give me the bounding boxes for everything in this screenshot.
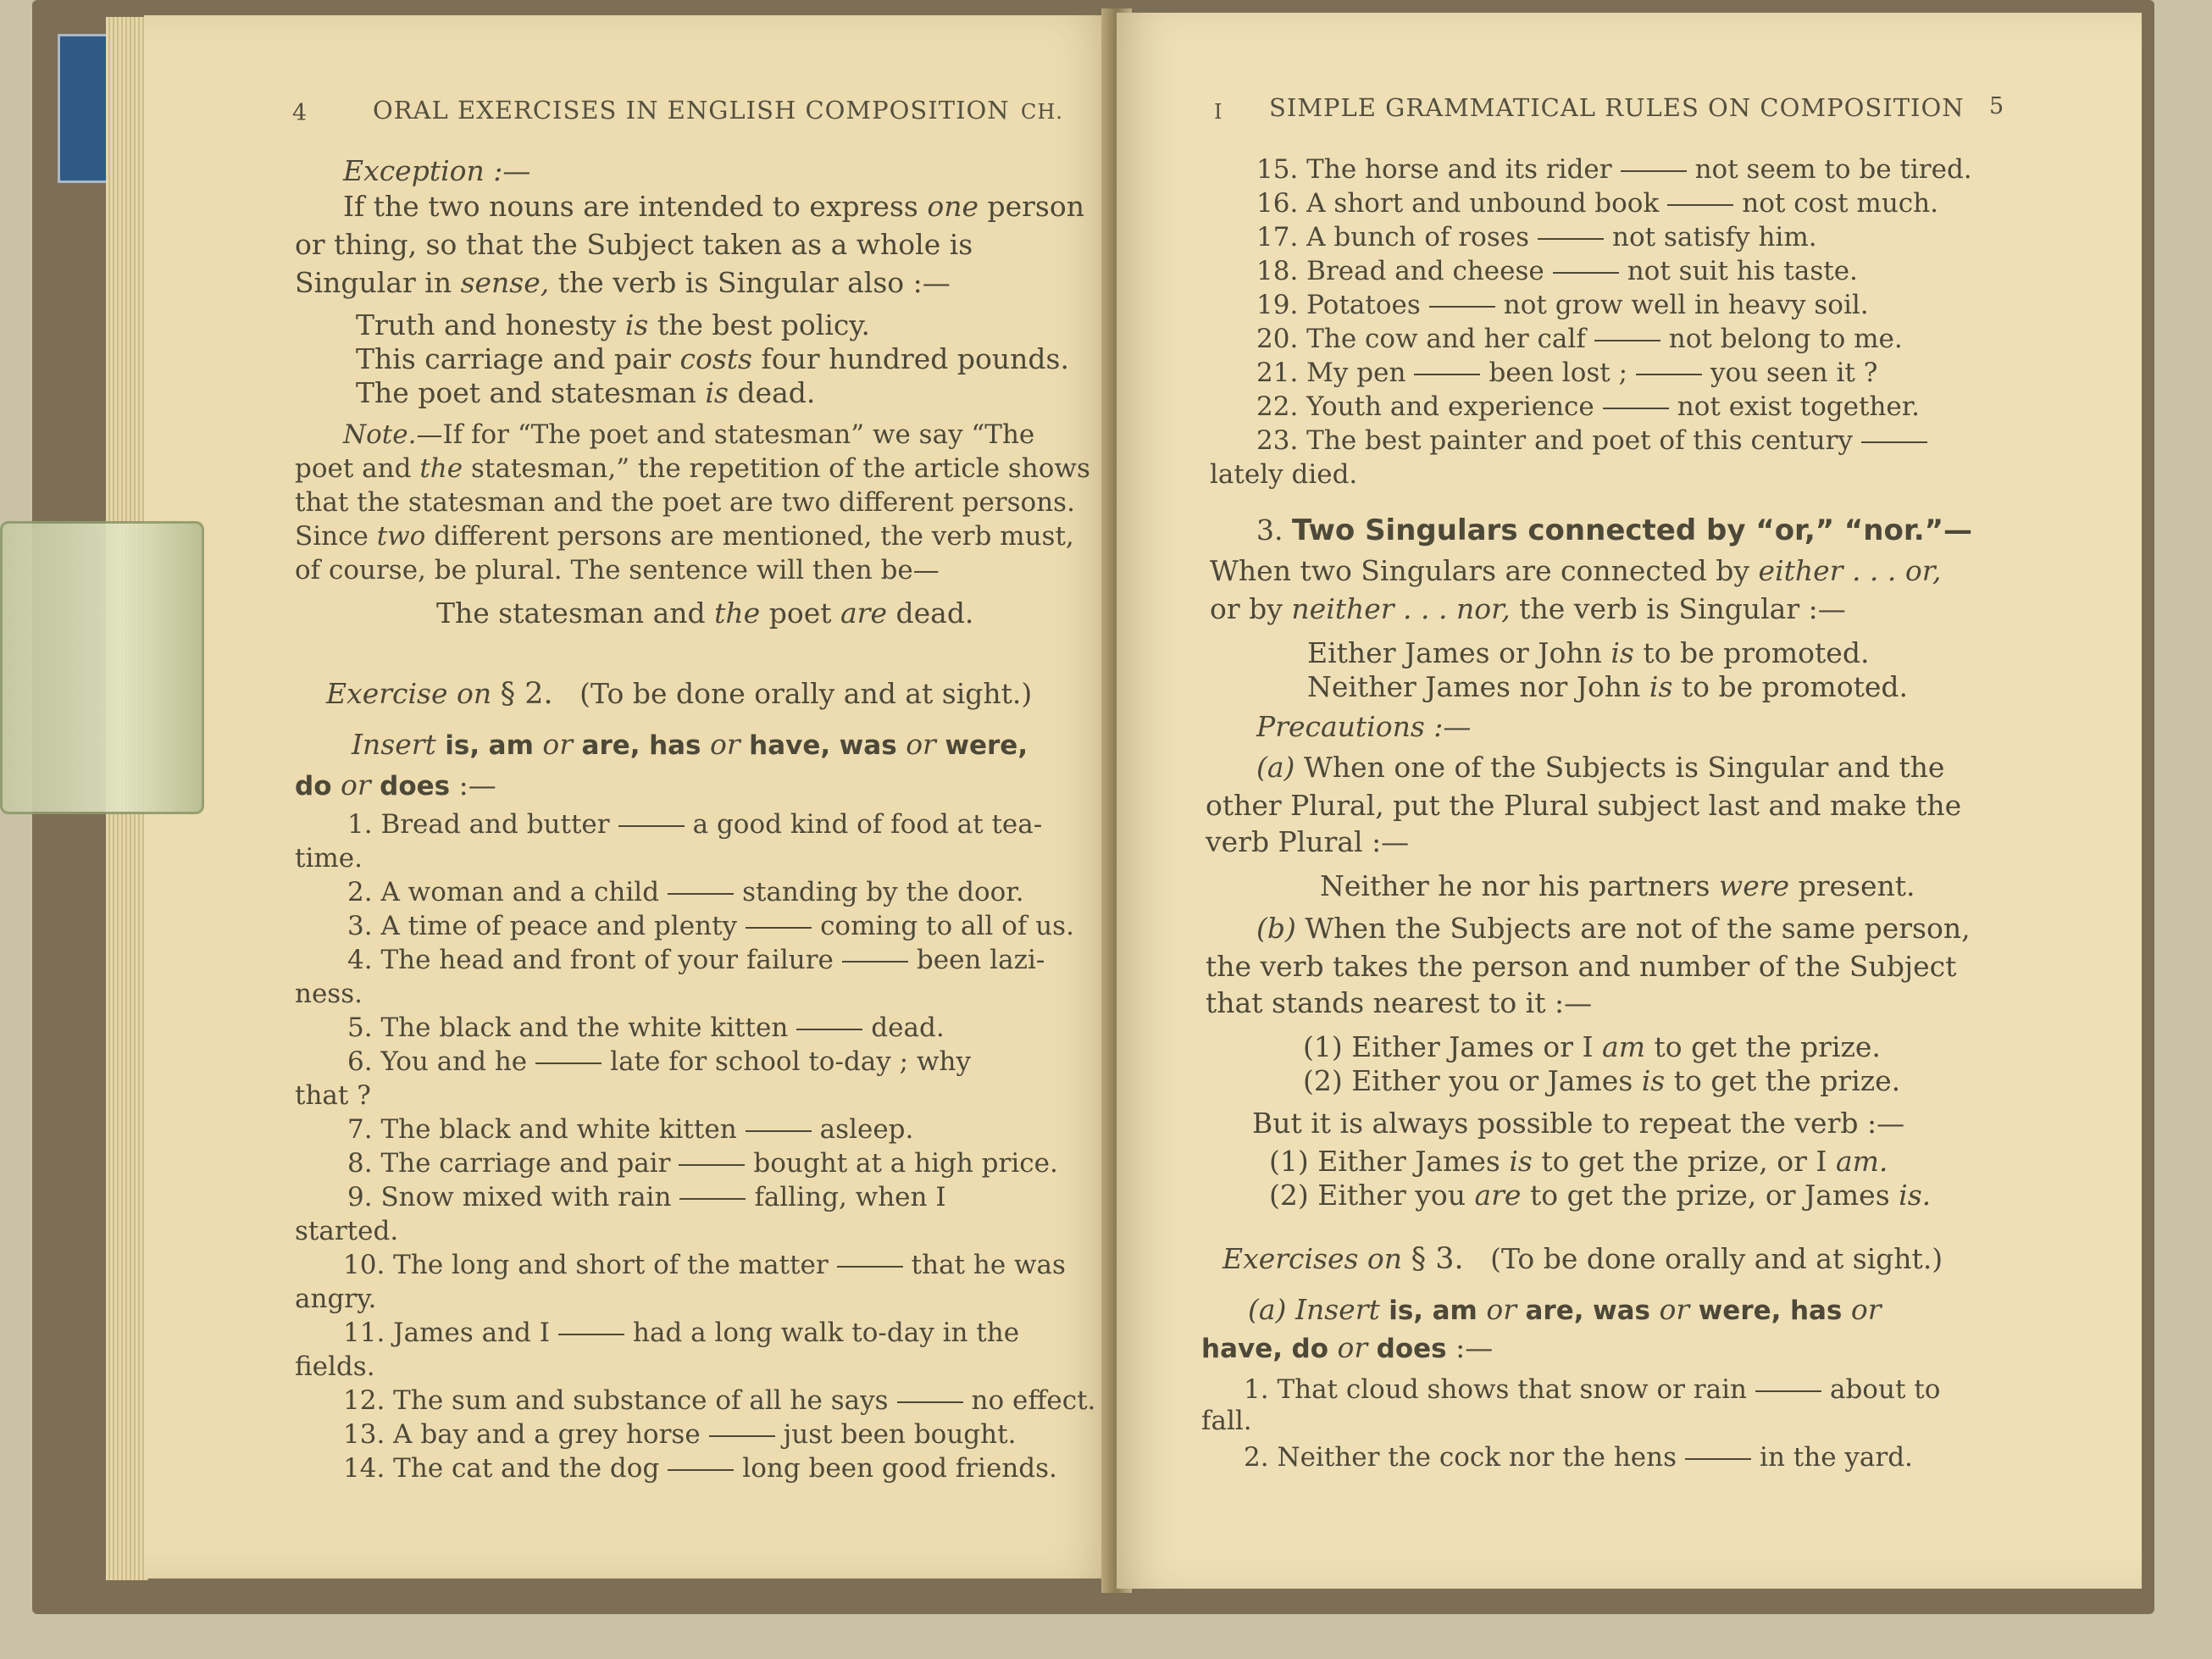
exercise-item: 1. Bread and butter a good kind of food at tea-: [347, 809, 1043, 840]
exercise-3-question-1: 1. That cloud shows that snow or rain about to: [1244, 1374, 1941, 1405]
precaution-a-example: Neither he nor his partners were present.: [1320, 869, 1915, 902]
exercise-heading: Exercise on § 2. (To be done orally and at sight.): [326, 677, 1033, 711]
right-running-head: SIMPLE GRAMMATICAL RULES ON COMPOSITION: [1269, 93, 1965, 122]
left-chapter-mark: CH.: [1021, 100, 1063, 124]
precaution-b-line-2: the verb takes the person and number of the Subject: [1206, 950, 1957, 983]
insert-instruction-1: Insert is, am or are, has or have, was or were,: [352, 728, 1028, 761]
example-1: Truth and honesty is the best policy.: [356, 308, 871, 341]
precaution-b-line-3: that stands nearest to it :—: [1206, 986, 1593, 1019]
repeat-example-1: (1) Either James is to get the prize, or I am.: [1269, 1145, 1888, 1178]
note-line-2: poet and the statesman,” the repetition of the article shows: [295, 453, 1090, 484]
binder-clip: [0, 521, 204, 814]
exception-line-1: If the two nouns are intended to express one person: [343, 190, 1084, 223]
exercise-item: 19. Potatoes not grow well in heavy soil.: [1256, 290, 1869, 320]
exception-heading: Exception :—: [343, 154, 531, 187]
exercise-item: 9. Snow mixed with rain falling, when I: [347, 1182, 946, 1212]
exercise-item-continuation: that ?: [295, 1080, 371, 1111]
left-running-head: ORAL EXERCISES IN ENGLISH COMPOSITION: [373, 96, 1010, 125]
example-3: The poet and statesman is dead.: [356, 376, 816, 409]
precaution-b-example-2: (2) Either you or James is to get the prize.: [1303, 1064, 1901, 1097]
exercise-item: 4. The head and front of your failure been lazi-: [347, 945, 1045, 975]
section-3-line-1: When two Singulars are connected by either . . . or,: [1210, 554, 1942, 587]
precaution-a-line-1: (a) When one of the Subjects is Singular and the: [1256, 751, 1945, 784]
exercise-item: 21. My pen been lost ; you seen it ?: [1256, 358, 1878, 388]
exercise-item: 22. Youth and experience not exist together.: [1256, 391, 1921, 422]
exercise-item: 6. You and he late for school to-day ; why: [347, 1046, 971, 1077]
exercise-item: 11. James and I had a long walk to-day in the: [343, 1318, 1020, 1348]
right-page-number: 5: [1989, 93, 2004, 119]
repeat-example-2: (2) Either you are to get the prize, or James is.: [1269, 1179, 1932, 1212]
exercise-item-continuation: fields.: [295, 1351, 375, 1382]
repeat-verb-line: But it is always possible to repeat the verb :—: [1252, 1107, 1905, 1140]
exercise-item: 13. A bay and a grey horse just been bought.: [343, 1419, 1017, 1450]
note-example: The statesman and the poet are dead.: [436, 596, 974, 630]
insert-instruction-2: do or does :—: [295, 768, 496, 802]
precaution-a-line-2: other Plural, put the Plural subject last and make the: [1206, 789, 1962, 822]
section-3-example-1: Either James or John is to be promoted.: [1307, 636, 1870, 669]
exercise-item: 12. The sum and substance of all he says no effect.: [343, 1385, 1096, 1416]
exercise-item-continuation: lately died.: [1210, 459, 1358, 490]
precaution-a-line-3: verb Plural :—: [1206, 825, 1410, 858]
exercise-item: 8. The carriage and pair bought at a high price.: [347, 1148, 1058, 1179]
note-line-1: Note.—If for “The poet and statesman” we say “The: [343, 419, 1035, 450]
exception-line-2: or thing, so that the Subject taken as a whole is: [295, 228, 973, 261]
exercise-3-instruction-1: (a) Insert is, am or are, was or were, has or: [1248, 1293, 1882, 1326]
right-page: [1117, 13, 2142, 1589]
exercise-item: 7. The black and white kitten asleep.: [347, 1114, 914, 1145]
exercise-item: 18. Bread and cheese not suit his taste.: [1256, 256, 1858, 286]
precaution-b-example-1: (1) Either James or I am to get the prize.: [1303, 1030, 1881, 1063]
precautions-heading: Precautions :—: [1256, 710, 1472, 743]
exercise-item: 17. A bunch of roses not satisfy him.: [1256, 222, 1817, 252]
exercise-item: 15. The horse and its rider not seem to be tired.: [1256, 154, 1972, 185]
exercise-3-question-2: 2. Neither the cock nor the hens in the yard.: [1244, 1442, 1913, 1473]
exercise-item: 2. A woman and a child standing by the door.: [347, 877, 1024, 907]
exercise-item-continuation: ness.: [295, 979, 363, 1009]
section-3-example-2: Neither James nor John is to be promoted.: [1307, 670, 1908, 703]
exercise-item-continuation: started.: [295, 1216, 399, 1246]
exercise-3-heading: Exercises on § 3. (To be done orally and at sight.): [1222, 1242, 1943, 1276]
note-line-3: that the statesman and the poet are two different persons.: [295, 487, 1075, 518]
exercise-3-instruction-2: have, do or does :—: [1201, 1331, 1494, 1364]
exercise-item: 5. The black and the white kitten dead.: [347, 1013, 945, 1043]
exception-line-3: Singular in sense, the verb is Singular also :—: [295, 266, 951, 299]
left-page-number: 4: [292, 100, 308, 126]
section-3-line-2: or by neither . . . nor, the verb is Singular :—: [1210, 592, 1846, 625]
exercise-item: 20. The cow and her calf not belong to me.: [1256, 324, 1903, 354]
exercise-item: 3. A time of peace and plenty coming to all of us.: [347, 911, 1074, 941]
exercise-item-continuation: angry.: [295, 1284, 377, 1314]
precaution-b-line-1: (b) When the Subjects are not of the same person,: [1256, 912, 1971, 945]
note-line-4: Since two different persons are mentioned, the verb must,: [295, 521, 1074, 552]
exercise-item: 10. The long and short of the matter that he was: [343, 1250, 1066, 1280]
note-line-5: of course, be plural. The sentence will then be—: [295, 555, 940, 585]
example-2: This carriage and pair costs four hundred pounds.: [356, 342, 1069, 375]
section-3-title: 3. Two Singulars connected by “or,” “nor.”—: [1256, 513, 1973, 547]
exercise-item: 16. A short and unbound book not cost much.: [1256, 188, 1938, 219]
right-chapter-mark: I: [1214, 100, 1223, 124]
exercise-item: 23. The best painter and poet of this century: [1256, 424, 1936, 458]
spine-label: [58, 34, 112, 183]
exercise-item: 14. The cat and the dog long been good friends.: [343, 1453, 1057, 1484]
exercise-3-question-1-cont: fall.: [1201, 1406, 1252, 1436]
exercise-item-continuation: time.: [295, 843, 363, 874]
left-page: [144, 15, 1114, 1579]
